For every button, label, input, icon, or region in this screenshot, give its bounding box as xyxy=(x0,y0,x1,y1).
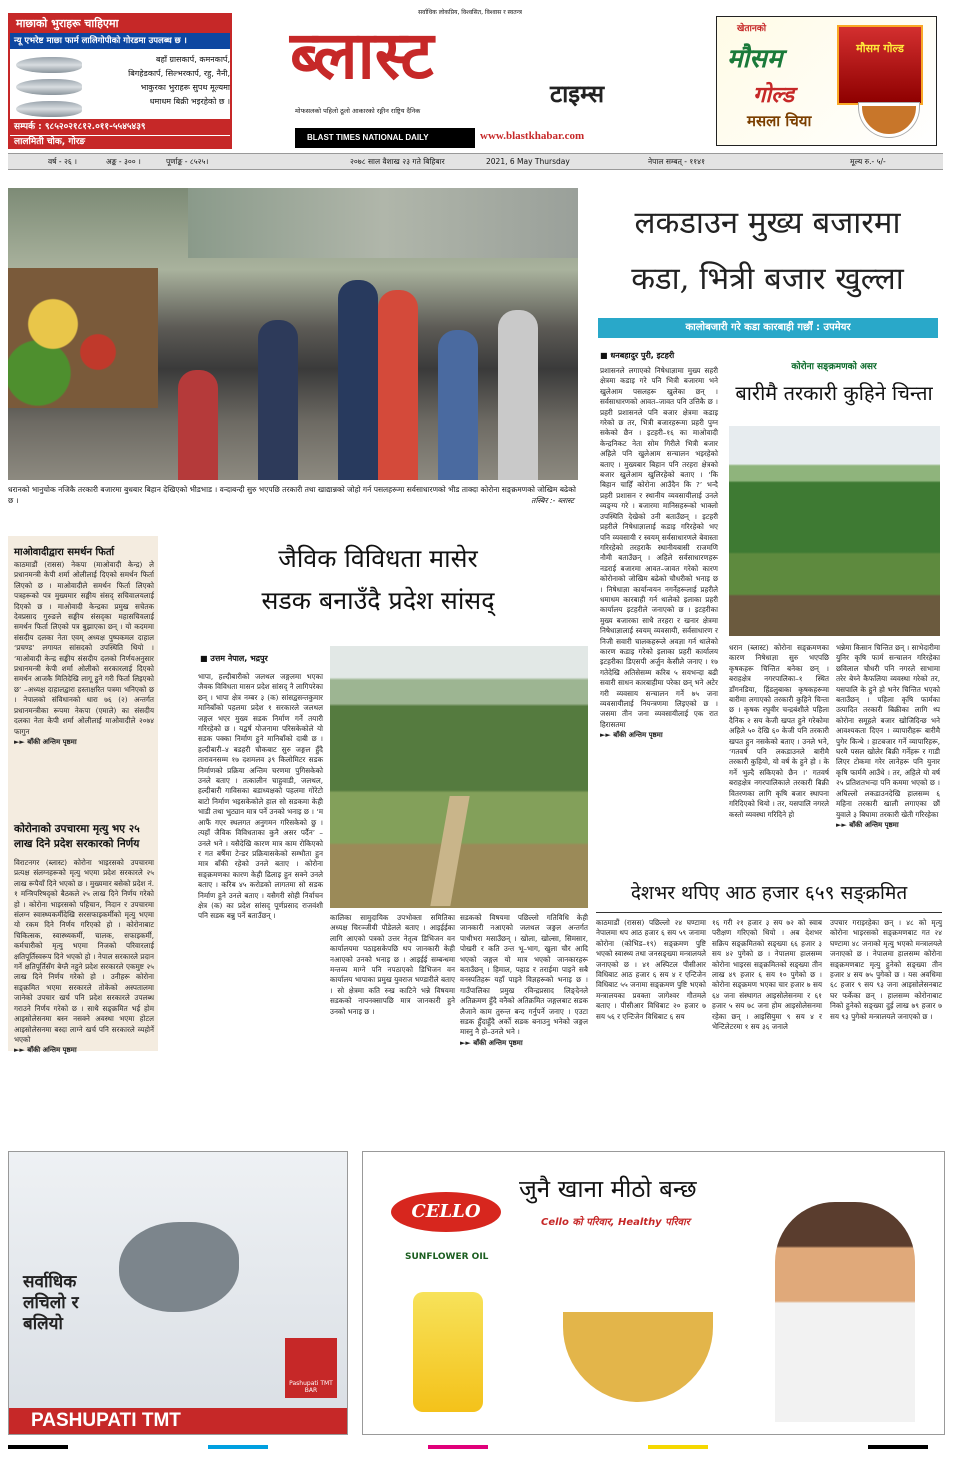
lead-byline: ■ धनबहादुर पुरी, इटहरी xyxy=(600,351,675,360)
forest-path-photo xyxy=(330,646,588,908)
photo-credit: तस्बिर :- ब्लास्ट xyxy=(531,496,574,505)
maoist-headline: माओवादीद्वारा समर्थन फिर्ता xyxy=(14,547,115,558)
market-crowd-photo xyxy=(8,188,578,480)
cases-body-col3: उपचार गराइरहेका छन् । ४८ को मृत्यु कोरोना भाइरसको सङ्क्रमणबाट गत २४ घण्टामा ४८ जनाको मृत्यु भएको मन्त्रालयले जनाएको छ । नेपालमा हालसम्म कोरोना सङ्क्रमणबाट मृत्यु हुनेको सङ्ख्या तीन हजार ४ सय ७५ पुगेको छ । यस अवधिमा ६८ हजार ९ सय ९३ जना आइसोलेसनबाट घर फर्केका छन् । हालसम्म कोरोनाबाट निको हुनेको सङ्ख्या दुई लाख ७९ हजार ७ सय ९३ पुगेको मन्त्रालयले जनाएको छ । xyxy=(830,918,942,1021)
cases-headline: देशभर थपिए आठ हजार ६५९ सङ्क्रमित xyxy=(596,873,942,913)
maoist-body: काठमाडौं (रासस) नेकपा (माओवादी केन्द्र) ले प्रधानमन्त्री केपी शर्मा ओलीलाई दिएको समर्थन फिर्ता लिएको छ । माओवादीले समर्थन फिर्ता लिएको पत्रहरूको पत्र मुख्यमार सङ्घीय संसद् सचिवालयलाई दिएको छ । माओवादी केन्द्रका प्रमुख सचेतक देवप्रसाद गुरुङले सङ्घीय संसद्का महासचिवलाई समर्थन फिर्ता लिएको पत्र बुझाएका छन् । यो कदममा संसदीय दलका नेता एवम् अध्यक्ष पुष्पकमल दाहाल ‘प्रचण्ड’ लगायत सांसदको उपस्थिति थियो । ‘माओवादी केन्द्र सङ्घीय संसदीय दलको निर्णयअनुसार प्रधानमन्त्री केपी शर्मा ओलीको सरकारलाई दिएको समर्थन आजकै मितिदेखि लागू हुने गरी फिर्ता लिइएको छ’ –अध्यक्ष दाहालद्वारा हस्ताक्षरित पत्रमा भनिएको छ । नेपालको संविधानको धारा ७६ (२) अन्तर्गत प्रधानमन्त्रीका रूपमा नेकपा (एमाले) का संसदीय दलका नेता केपी शर्मा ओलीलाई माओवादीले २०७४ फागुन ►► बाँकी अन्तिम पृष्ठमा xyxy=(14,560,154,746)
fish-ad-address: लालमिती चोक, गोरङ xyxy=(10,135,230,149)
price: मूल्य रु.- ५/- xyxy=(850,157,886,166)
fish-ad-types: बहाँ ग्रासकार्प, कमनकार्प, बिगहेडकार्प, सिल्भरकार्प, रहु, नैनी, भाकुरका भुराहरू सुपथ मूल्यमा धमाधम बिक्री भइरहेको छ । xyxy=(128,55,230,106)
cases-body-col1: काठमाडौं (रासस) पछिल्लो २४ घण्टामा नेपालमा थप आठ हजार ६ सय ५९ जनामा कोरोना (कोभिड–१९) सङ्क्रमण पुष्टि भएको स्वास्थ्य तथा जनसङ्ख्या मन्त्रालयले जनाएको छ । ४१ अस्पिटल पीसीआर विधिबाट आठ हजार ६ सय ४ र एन्टिजेन विधिबाट ५५ जनामा सङ्क्रमण पुष्टि भएको मन्त्रालयका प्रवक्ता जागेश्वर गौतमले बताए । पीसीआर विधिबाट २० हजार ७ सय ५६ र एन्टिजेन विधिबाट ६ सय xyxy=(596,918,706,1021)
tea-ad-word2: गोल्ड xyxy=(753,82,794,108)
issue: अङ्क - ३०० । xyxy=(106,157,141,166)
child-eating-image xyxy=(775,1202,915,1422)
tmt-brand-bar: PASHUPATI TMT xyxy=(9,1408,347,1434)
tea-ad-word1: मौसम xyxy=(727,44,783,74)
fish-ad-contact: सम्पर्क : ९८५२०२१८१२.०११-५५४५४३९ xyxy=(10,119,230,135)
national-daily-label: BLAST TIMES NATIONAL DAILY xyxy=(295,128,475,148)
biodiversity-body-col3: सडकको विषयमा पछिल्लो गतिविधि केही जानकारी नआएको जलथल जङ्गल अन्तर्गत पाथीभरा मसाउँछन् । खोला, खोल्सा, सिमसार, पोखरी र कति उन्त भू–भाग, खुला चौर आदि भएको जङ्गल यो मात्र भएको जानकारहरू बताउँछन् । हिमाल, पहाड र तराईमा पाइने सबै वनस्पतिहरू यहाँ पाइने विज्ञहरूको भनाइ छ । गाउँपालिका प्रमुख रविन्द्रप्रसाद लिङ्देनले अतिक्रमण हुँदै वनैको अतिक्रमित जङ्गलबाट सडक लैजाने काम तुरुन्त बन्द गर्नुपर्ने जनाए । एउटा सडक हुँदाहुँदै अर्को सडक बनाउनु भनेको जङ्गल मास्नु नै हो–उनले भने । ►► बाँकी अन्तिम पृष्ठमा xyxy=(460,913,588,1047)
year: वर्ष - २६ । xyxy=(48,157,78,166)
biodiversity-byline: ■ उत्तम नेपाल, भद्रपुर xyxy=(200,654,268,663)
photo-caption: धरानको भानुचोक नजिकै तरकारी बजारमा बुधबार बिहान देखिएको भीडभाड । वन्दाबन्दी सुरु भएपछि तरकारी तथा खाद्यान्नको जोहो गर्न पसलहरूमा सर्वसाधारणको भीड ताक्दा कोरोना सङ्क्रमणको जोखिम बढेको छ । तस्बिर :- ब्लास्ट xyxy=(8,485,576,505)
masthead-tagline: सर्वाधिक लोकप्रिय, विश्वसित, विश्वास र स्वतन्त्र xyxy=(418,9,522,16)
fish-ad-subtitle: न्यू एभरेष्ट माछा फार्म लालिगोपीको गोरडमा उपलब्ध छ । xyxy=(10,33,230,49)
cases-body-col2: १६ गरी २१ हजार ३ सय ७२ को स्वाब परीक्षण गरिएको थियो । अब देशभर सक्रिय सङ्क्रमितको सङ्ख्या ६६ हजार ३ सय ४२ पुगेको छ । नेपालमा हालसम्म कोरोना भाइरस सङ्क्रमितको सङ्ख्या तीन लाख ४९ हजार ६ सय १० पुगेको छ । कोरोना सङ्क्रमण भएका चार हजार ७ सय ६४ जना संस्थागत आइसोलेसनमा र ६१ हजार ५ सय ७८ जना होम आइसोलेसनमा रहेका छन् । आइसियुमा ९ सय ४ र भेन्टिलेटरमा १ सय ३६ जनाले xyxy=(712,918,822,1032)
masthead xyxy=(240,8,710,154)
corona-tag: कोरोना सङ्क्रमणको असर xyxy=(728,359,940,375)
blast-times-logo xyxy=(290,17,690,108)
date-nepali: २०७८ साल वैशाख २३ गते बिहिबार xyxy=(350,157,445,166)
sunflower-oil-label: SUNFLOWER OIL xyxy=(405,1252,489,1262)
cello-logo: CELLO xyxy=(391,1192,501,1232)
cello-oil-advertisement[interactable] xyxy=(362,1151,945,1435)
biodiversity-headline: जैविक विविधता मासेर सडक बनाउँदै प्रदेश सांसद् xyxy=(261,544,495,615)
fish-advertisement[interactable] xyxy=(8,13,232,149)
dateline-bar xyxy=(8,153,943,170)
fish-icon xyxy=(16,101,82,117)
noodle-bowl-icon xyxy=(563,1312,713,1402)
website-link[interactable]: www.blastkhabar.com xyxy=(480,130,585,142)
tea-ad-brand: खेतानको xyxy=(737,24,767,34)
oil-bottle-icon xyxy=(413,1292,483,1412)
page-count: पूर्णाङ्क - ८५२५। xyxy=(166,157,209,166)
biodiversity-body-col2: कालिका सामुदायिक उपभोक्ता समितिका अध्यक्ष चिरञ्जीवी पौडेलले बताए । आइईईका लागि आएको पत्रको उत्तर नेतृत्व डिभिजन वन कार्यालयमा पठाइसकेपछि थप जानकारी केही नआएको उनको भनाइ छ । आइईई सम्बन्धमा मन्तव्य माग्ने पनि नपठाएको डिभिजन वन कार्यालय भापाका प्रमुख युवराज भण्डारीले बताए । सो क्षेत्रमा कति रुख काटिने भन्ने विषयमा सडकको नापनक्सापछि मात्र जानकारी हुने उनको भनाइ छ । xyxy=(330,913,455,1016)
tea-cup-icon xyxy=(859,103,919,137)
tmt-ad-text: सर्वाधिक लचिलो र बलियो xyxy=(23,1272,79,1334)
fish-icon xyxy=(16,57,82,73)
lead-headline: लकडाउन मुख्य बजारमा कडा, भित्री बजार खुल्ला xyxy=(631,205,904,297)
biodiversity-body-col1: भापा, हल्दीबारीको जलथल जङ्गलमा भएका जैवक विविधता मासन प्रदेश सांसद् नै लागिपरेका छन् । भापा क्षेत्र नम्बर ३ (क) सांसद्वसन्तकुमार मानिबाँको पहलमा प्रदेश १ सरकारले जलथल जङ्गल भएर मुख्य सडक निर्माण गर्ने तयारी गरिरहेको छ । यद्वर्ष योजनामा परिसकेकोले यो सडक पक्का निर्माण हुने मानिबाँको दाबी छ । हल्दीबारी–४ बडहरी चौकबाट सुरु जङ्गल हुँदै तारावनसम्म १७ दशमलव ३९ किलोमिटर सडक निर्माणको प्रक्रिया अन्तिम चरणमा पुगिसकेको उनले बताए । तत्कालीन चाहुवाडी, जलथल, हल्दीबारी गाविसका बडाध्यक्षको पहलमा गोरेटो बाटो निर्माण भइसकेकोले हाल सो सडकमा केही भाडी तथा भुट्यान मात्र पर्ने उनको भनाइ छ । ‘म आफैं गएर स्थलगत अनुगमन गरिसकेको छु । त्यहाँ जैविक विविधताका कुनै असर पर्दैन’ –उनले भने । यसैदेखि कारण मात्र काम रोकिएको र गत बर्षैमा टेन्डर प्रक्रियासकेको सम्भौता हुन मात्र बाँकी रहेको उनले बताए । कोरोना सङ्क्रमणका कारण केही ढिलाइ हुन सक्ने उनले बताए । करिब ४५ करोडको लागतमा सो सडक निर्माण हुने उनले बताए । यसैगरी सोही निर्वाचन क्षेत्र (क) का प्रदेश सांसद् पूर्णप्रसाद राजवंशी पनि सडक बन्नु पर्ने बताउँछन् । xyxy=(198,672,323,921)
cello-slogan: जुनै खाना मीठो बन्छ xyxy=(519,1175,697,1203)
fish-ad-title: माछाको भुराहरू चाहिएमा xyxy=(10,15,230,33)
svg-text:टाइम्स: टाइम्स xyxy=(550,80,605,108)
nepal-sambat: नेपाल सम्बत् - ११४१ xyxy=(648,157,705,166)
tea-ad-word3: मसला चिया xyxy=(747,112,812,130)
tea-box: मौसम गोल्ड xyxy=(837,25,923,105)
masthead-description: मोफसलको पहिलो ठूलो आकारको रङ्गीन राष्ट्रिय दैनिक xyxy=(295,107,421,115)
corona-headline: बारीमै तरकारी कुहिने चिन्ता xyxy=(735,381,933,405)
corona-body-col1: धरान (ब्लास्ट) कोरोना सङ्क्रमणका कारण निषेधाज्ञा सुरु भएपछि कृषकहरू चिन्तित बनेका छन् । बराहक्षेत्र नगरपालिका–१ स्थित डाँगनडिया, हिंडलुबाका कृषकहरूमा बारीमा लगाएको तरकारी कुहिने चिन्ता छ । कृषक रघुवीर चन्द्रबंशीले पहिला दैनिक २ सय केजी खपत हुने गरेकोमा अहिले ५० देखि ६० केजी पनि तरकारी खपत हुन नसकेको बताए । उनले भने, ‘गतवर्ष पनि लकडाउनले बारीमै तरकारी कुहियो, यो वर्ष के हुने हो । के गर्ने भुल्दै सकिएको छैन ।’ गतवर्ष बराहक्षेत्र नगरपालिकाले तरकारी बिक्री वितरणका लागि कृषि बजार स्थापना गरिदिएको थियो । तर, यसपालि नगरले कस्तो व्यवस्था गरिदिने हो xyxy=(729,643,829,819)
compensation-body: विराटनगर (ब्लास्ट) कोरोना भाइरसको उपचारमा प्रत्यक्ष संलग्नहरूको मृत्यु भएमा प्रदेश सरकारले २५ लाख रूपैयाँ दिने भएको छ । मुख्यमार बसेको प्रदेश नं. १ मन्त्रिपरिषद्को बैठकले २५ लाख दिने निर्णय गरेको हो । कोरोना भाइरसको पहिचान, निदान र उपचारमा संलग्न स्वास्थ्यकर्मीदेखि सरसफाइकर्मीको मृत्यु भएमा यो रकम दिने निर्णय गरिएको हो । कोरोनाबाट चिकित्सक, स्वास्थ्यकर्मी, चालक, सफाइकर्मी, कर्मचारीको मृत्यु भएमा निजको परिवारलाई क्षतिपूर्तिस्वरूप दिने भएको हो । नेपाल सरकारले प्रदान गर्ने क्षतिपूर्तिसँग बेग्लै नहुने प्रदेश सरकारले एकमुष्ट २५ लाख दिने निर्णय गरेको हो । उनीहरू कोरोना सङ्क्रमित भएमा सरकारले तोकेको अस्पतालमा जानेको उपचार खर्च पनि प्रदेश सरकारले उपलब्ध गराउने निर्णय गरेको छ । साथै सङ्क्रमित भई होम आइसोलेसनमा बस्न नसक्ने अवस्था भएमा होटल आइसोलेसनमा बस्दा लाग्ने खर्च पनि सरकारले व्यहोर्ने भएको ►► बाँकी अन्तिम पृष्ठमा xyxy=(14,858,154,1055)
cello-subline: Cello को परिवार, Healthy परिवार xyxy=(541,1217,690,1228)
date-english: 2021, 6 May Thursday xyxy=(486,157,570,166)
corona-article-head xyxy=(728,355,940,425)
lead-kicker: कालोबजारी गरे कडा कारबाही गर्छौं : उपमेयर xyxy=(598,318,938,338)
pashupati-logo: Pashupati TMT BAR xyxy=(285,1338,337,1398)
corona-body-col2: भन्नेमा किसान चिन्तित छन् । साभेदारीमा युनिर कृषि फार्म सन्चालन गरिरहेका छविलाल चौधरी पनि नगरले साभामा तरेर बेच्ने कैफलिया व्यवस्था गरेको तर, यसपालि के हुने हो भनेर चिन्तित भएको बताउँछन् । पहिला कृषि फार्मका उत्पादित तरकारी बिक्रीका लागि थ्प कोरोना समूहले बजार खोजिदिन्छ भने आवश्यकता दिएन । व्यापारीहरू बारीमै पुगेर किन्थे । हाटबजार गर्ने व्यापारिहरू, घरमै पसल खोलेर बिक्री गर्नेहरू र गाडी लिएर टोकमा गरेर लानेहरू पनि युनार कृषि फार्ममै आउँथे । तर, अहिले यो वर्ष २५ प्रतिशतभन्दा पनि कममा भएको छ । अघिल्लो लकडाउनदेखि हालसम्म ६ महिना तरकारी खाली लगाएका छौं युवाले ३ बिघामा तरकारी खेती गरिरहेका ►► बाँकी अन्तिम पृष्ठमा xyxy=(836,643,940,829)
left-news-column xyxy=(8,536,158,1055)
pashupati-tmt-advertisement[interactable] xyxy=(8,1151,348,1435)
elephant-icon xyxy=(119,1222,239,1312)
lead-body: प्रशासनले लगाएको निषेधाज्ञामा मुख्य सहरी क्षेत्रमा कडाइ गरे पनि भित्री बजारमा भने खुलेआम पसलहरू खुलेका छन् । सर्वसाधारणको आवत–जावत पनि उत्तिकै छ । प्रहरी प्रशासनले पनि बजार क्षेत्रमा कडाइ गरेको छ तर, भित्री बजारहरूमा प्रहरी पुग्न सकेको छैन । इटहरी–१६ का माओवादी केन्द्रनिकट नेता सोम गिरीले भित्री बजार अहिले पनि खुलेआम सन्चालन भइरहेको बताए । मुख्यबार बिहान पनि तरहरा क्षेत्रको बजार खुलेआम खुलिरहेको बताए । ‘कि बिहान चाहिँ कोरोना आउँदैन कि ?’ भन्दै प्रहरी प्रशासन र स्थानीय व्यवसायीलाई उनले व्यङ्ग्य गरे । बजारमा मानिसहरूको भाक्लो उपस्थिति देखेको उनी बताउँछन् । इटहरी प्रहरीले निषेधाज्ञालाई कडाइ गरिरहेको भए पनि व्यवसायी र स्वयम् सर्वसाधारणले बेवास्ता गरिरहेको तरहराकै स्थानीयबासी राजमणि नौमी बताउँछन् । अहिले सर्वसाधारणहरू नडराई बजारमा आवत–जावत गरेको कारण कोरोनाको जोखिम बढेको चौधरीको भनाइ छ । निषेधाज्ञा कार्यान्वयन नगर्नेहरूलाई प्रहरीले धमाधम कारबाही गर्न थालेको इलाका प्रहरी कार्यालय इटहरीले जनाएको छ । इटहरीका मुख्य बजारका साथै तरहरा र खनार क्षेत्रमा निषेधाज्ञालाई स्वयम् व्यवसायी, सर्वसाधारण र निजी सवारी चालकहरूले अवज्ञा गर्न थालेको कारण कडाइ गरेको इलाका प्रहरी कार्यालय इटहरीका डिएसपी अर्जुन केसीले जनाए । १७ गतेदेखि अतिसेसम्म करिब ५ सयभन्दा बढी सवारी साधन कारबाहीमा परेका छन् भने अटेर गरी व्यवसाय सन्चालन गर्ने ७५ जना व्यवसायीलाई नियन्त्रणमा लिइएको छ । जसमा तीन जना व्यवसायीलाई एक रात हिरासतमा ►► बाँकी अन्तिम पृष्ठमा xyxy=(600,366,718,740)
vegetable-farm-photo xyxy=(729,426,940,636)
svg-text:ब्लास्ट: ब्लास्ट xyxy=(290,17,434,94)
fish-icon xyxy=(16,79,82,95)
compensation-headline: कोरोनाको उपचारमा मृत्यु भए २५ लाख दिने प्रदेश सरकारको निर्णय xyxy=(14,823,140,850)
tea-advertisement[interactable] xyxy=(716,16,937,146)
print-color-bars xyxy=(8,1443,945,1451)
